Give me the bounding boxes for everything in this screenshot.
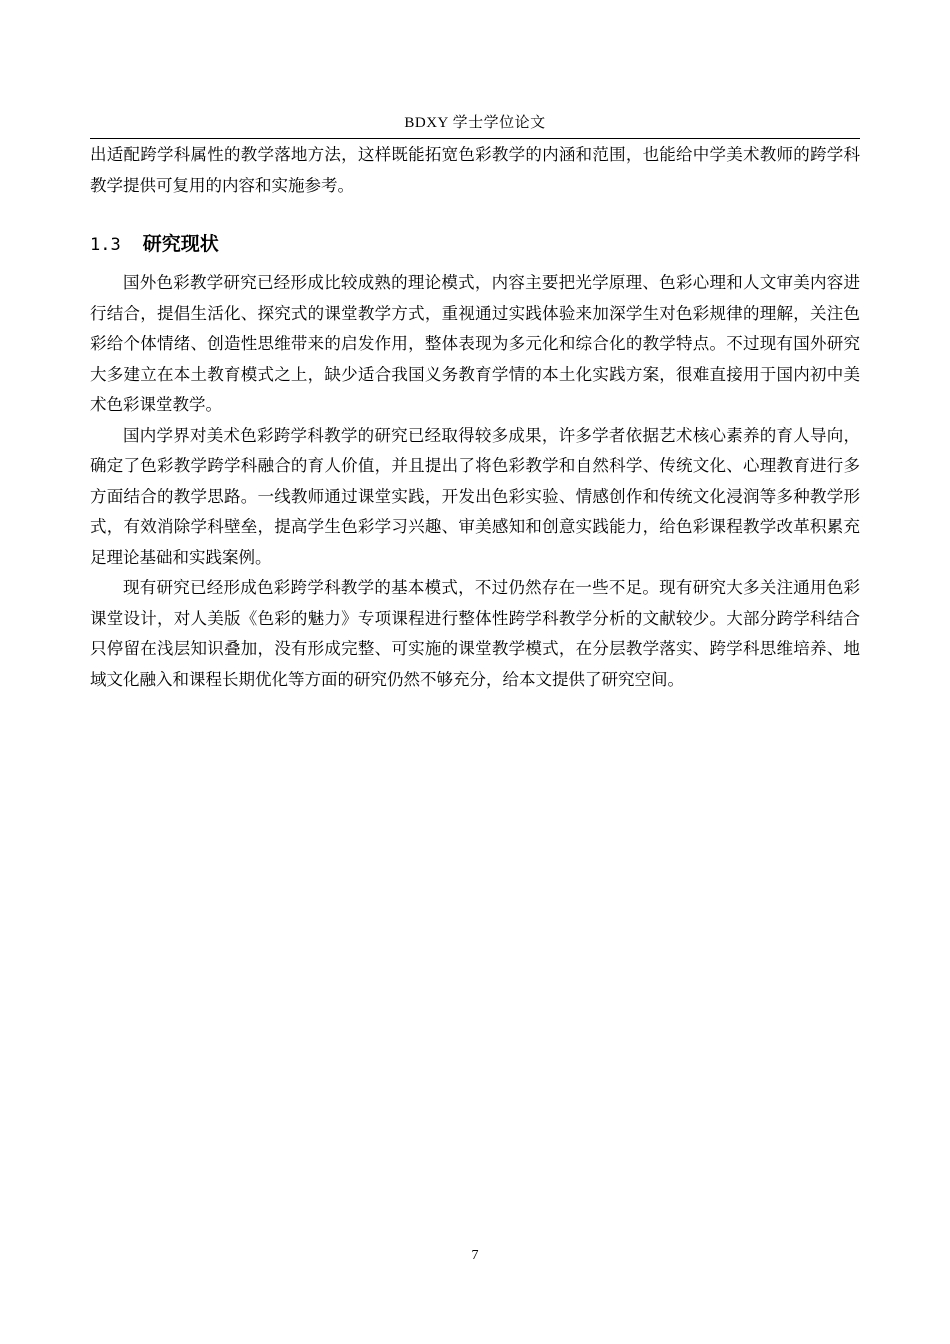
page-number: 7 [471, 1248, 479, 1263]
paragraph-foreign-research: 国外色彩教学研究已经形成比较成熟的理论模式，内容主要把光学原理、色彩心理和人文审美内容进行结合，提倡生活化、探究式的课堂教学方式，重视通过实践体验来加深学生对色彩规律的理解，关注色彩给个体情绪、创造性思维带来的启发作用，整体表现为多元化和综合化的教学特点。不过现有国外研究大多建立在本土教育模式之上，缺少适合我国义务教育学情的本土化实践方案，很难直接用于国内初中美术色彩课堂教学。 [90, 273, 860, 414]
paragraph-research-gaps: 现有研究已经形成色彩跨学科教学的基本模式，不过仍然存在一些不足。现有研究大多关注通用色彩课堂设计，对人美版《色彩的魅力》专项课程进行整体性跨学科教学分析的文献较少。大部分跨学科结合只停留在浅层知识叠加，没有形成完整、可实施的课堂教学模式，在分层教学落实、跨学科思维培养、地域文化融入和课程长期优化等方面的研究仍然不够充分，给本文提供了研究空间。 [90, 578, 860, 689]
section-number: 1.3 [90, 235, 121, 255]
section-heading [90, 229, 860, 260]
page-body [90, 140, 860, 695]
running-header [90, 112, 860, 139]
header-title: BDXY 学士学位论文 [404, 115, 546, 131]
section-title: 研究现状 [142, 233, 219, 255]
paragraph-domestic-research: 国内学界对美术色彩跨学科教学的研究已经取得较多成果，许多学者依据艺术核心素养的育人导向，确定了色彩教学跨学科融合的育人价值，并且提出了将色彩教学和自然科学、传统文化、心理教育进行多方面结合的教学思路。一线教师通过课堂实践，开发出色彩实验、情感创作和传统文化浸润等多种教学形式，有效消除学科壁垒，提高学生色彩学习兴趣、审美感知和创意实践能力，给色彩课程教学改革积累充足理论基础和实践案例。 [90, 425, 860, 567]
continuation-paragraph: 出适配跨学科属性的教学落地方法，这样既能拓宽色彩教学的内涵和范围，也能给中学美术教师的跨学科教学提供可复用的内容和实施参考。 [90, 145, 860, 195]
